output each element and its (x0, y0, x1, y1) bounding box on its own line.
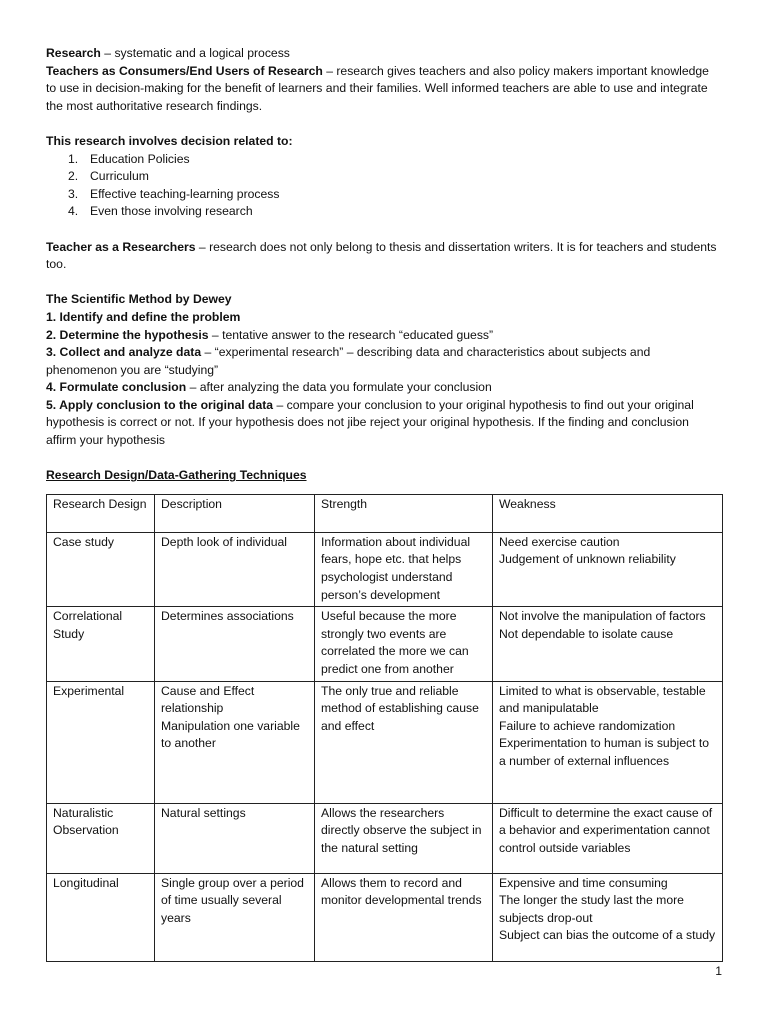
list-item (68, 186, 722, 204)
method-step (46, 327, 722, 345)
cell-weakness (493, 607, 723, 681)
cell-line: Experimentation to human is subject to a number of external influences (499, 736, 710, 768)
cell-weakness (493, 532, 723, 606)
researchers-label: Teacher as a Researchers (46, 239, 196, 254)
list-item-number: 4. (68, 204, 79, 219)
cell-design: Naturalistic Observation (47, 803, 155, 873)
list-item-number: 1. (68, 151, 79, 166)
researchers-text: – research does not only belong to thesis and dissertation writers. It is for teachers and students too. (46, 239, 717, 272)
cell-design: Experimental (47, 681, 155, 803)
cell-strength (315, 873, 493, 961)
cell-line: Information about individual fears, hope etc. that helps psychologist understand person’s development (321, 534, 471, 602)
method-step (46, 309, 722, 327)
method-step-text: – “experimental research” – describing data and characteristics about subjects and phenomenon you are “studying” (46, 345, 651, 377)
cell-line: Limited to what is observable, testable and manipulatable (499, 683, 706, 716)
method-step (46, 397, 722, 450)
researchers-paragraph (46, 239, 722, 274)
list-item-text: Effective teaching-learning process (90, 186, 280, 201)
decisions-heading: This research involves decision related to: (46, 133, 293, 148)
consumers-label: Teachers as Consumers/End Users of Research (46, 63, 323, 78)
cell-weakness (493, 803, 723, 873)
method-step-label: 5. Apply conclusion to the original data (46, 397, 274, 412)
cell-strength (315, 532, 493, 606)
cell-description (155, 873, 315, 961)
method-step (46, 344, 722, 379)
method-step-label: 4. Formulate conclusion (46, 380, 187, 395)
scientific-method-heading: The Scientific Method by Dewey (46, 292, 232, 307)
cell-line: Expensive and time consuming (499, 875, 668, 890)
method-step-text: – compare your conclusion to your original hypothesis to find out your original hypothesis is correct or not. If your hypothesis does not jibe reject your original hypothesis. If the finding and conclusion affirm your hypothesis (46, 397, 694, 448)
cell-line: Single group over a period of time usually several years (161, 875, 304, 925)
cell-strength (315, 607, 493, 681)
cell-line: Not involve the manipulation of factors (499, 609, 706, 624)
method-step-label: 3. Collect and analyze data (46, 345, 202, 360)
list-item-text: Education Policies (90, 151, 190, 166)
cell-line: Not dependable to isolate cause (499, 626, 674, 641)
column-header-design: Research Design (47, 494, 155, 532)
cell-description (155, 681, 315, 803)
cell-line: Natural settings (161, 805, 246, 820)
list-item (68, 203, 722, 221)
method-step-text: – tentative answer to the research “educated guess” (208, 327, 494, 342)
cell-line: Failure to achieve randomization (499, 718, 676, 733)
cell-line: Allows the researchers directly observe the subject in the natural setting (321, 805, 482, 855)
list-item (68, 151, 722, 169)
column-header-description: Description (155, 494, 315, 532)
table-header-row (47, 494, 723, 532)
research-text: – systematic and a logical process (100, 46, 290, 60)
column-header-weakness: Weakness (493, 494, 723, 532)
cell-line: Allows them to record and monitor developmental trends (321, 875, 482, 908)
cell-weakness (493, 681, 723, 803)
table-row (47, 873, 723, 961)
method-step-label: 2. Determine the hypothesis (46, 327, 209, 342)
cell-line: Subject can bias the outcome of a study (499, 928, 716, 943)
page-number: 1 (715, 964, 722, 978)
method-step-text: – after analyzing the data you formulate your conclusion (186, 380, 492, 395)
intro-research-line (46, 45, 722, 63)
cell-design: Longitudinal (47, 873, 155, 961)
method-step (46, 379, 722, 397)
cell-line: Judgement of unknown reliability (499, 552, 676, 567)
cell-line: Difficult to determine the exact cause of a behavior and experimentation cannot control outside variables (499, 805, 713, 855)
list-item-number: 2. (68, 169, 79, 184)
table-row (47, 532, 723, 606)
research-design-table (46, 494, 723, 962)
cell-strength (315, 681, 493, 803)
cell-strength (315, 803, 493, 873)
cell-design: Correlational Study (47, 607, 155, 681)
table-row (47, 681, 723, 803)
design-section-title: Research Design/Data-Gathering Techniques (46, 468, 307, 483)
method-step-label: 1. Identify and define the problem (46, 309, 241, 324)
table-row (47, 607, 723, 681)
cell-line: Determines associations (161, 609, 294, 624)
cell-weakness (493, 873, 723, 961)
list-item (68, 168, 722, 186)
cell-line: Need exercise caution (499, 534, 620, 549)
cell-line: Depth look of individual (161, 534, 288, 549)
cell-line: The only true and reliable method of establishing cause and effect (321, 683, 479, 733)
cell-description (155, 607, 315, 681)
cell-description (155, 532, 315, 606)
cell-line: Cause and Effect relationship (161, 683, 255, 716)
cell-description (155, 803, 315, 873)
cell-line: Manipulation one variable to another (161, 718, 300, 751)
consumers-text: – research gives teachers and also policy makers important knowledge to use in decision-making for the benefit of learners and their families. Well informed teachers are able to use and integrate the most authoritative research findings. (46, 63, 709, 113)
cell-design: Case study (47, 532, 155, 606)
list-item-number: 3. (68, 186, 79, 201)
cell-line: The longer the study last the more subjects drop-out (499, 893, 684, 925)
decisions-list (46, 151, 722, 221)
research-label: Research (46, 46, 101, 60)
cell-line: Useful because the more strongly two events are correlated the more we can predict one from another (321, 609, 469, 676)
table-row (47, 803, 723, 873)
list-item-text: Curriculum (90, 169, 149, 184)
column-header-strength: Strength (315, 494, 493, 532)
intro-consumers-paragraph (46, 63, 722, 116)
list-item-text: Even those involving research (90, 204, 253, 219)
